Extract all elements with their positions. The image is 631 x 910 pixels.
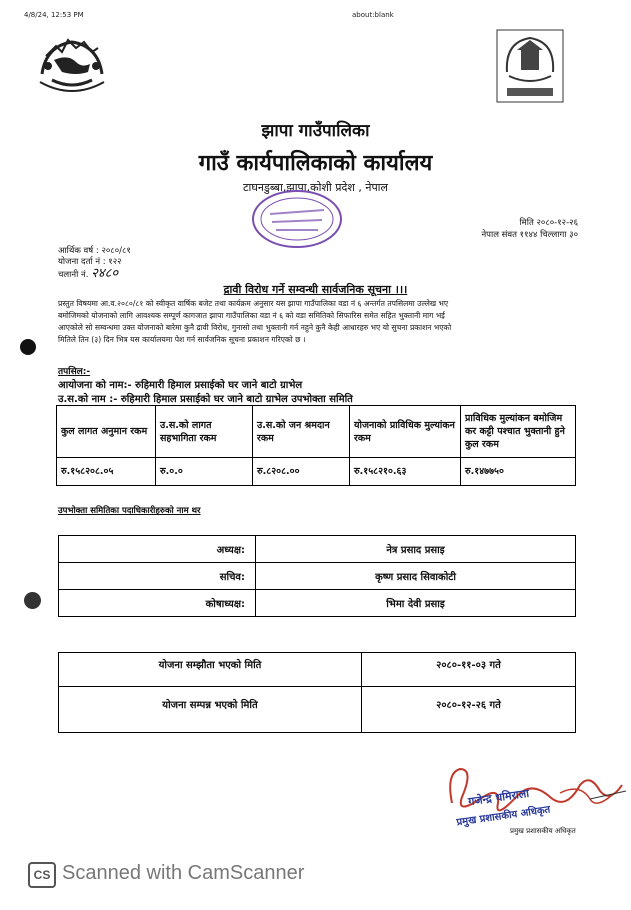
plan-registration: योजना दर्ता नं : १२२	[58, 257, 122, 267]
signature-stamp-name: गजेन्द्र धमिराला	[467, 786, 530, 809]
date-row	[59, 687, 576, 733]
body-line: मितिले तिन (३) दिन भित्र यस कार्यालयमा पेश गर्न सार्वजनिक सूचना प्रकाशन गरिएको छ ।	[58, 335, 306, 344]
date-row	[59, 653, 576, 687]
date-miti: मिति २०८०-१२-२६	[519, 218, 578, 228]
official-role: कोषाध्यक्ष:	[59, 590, 256, 617]
dates-table	[58, 652, 576, 733]
project-name: आयोजना को नाम:- रुहिमारी हिमाल प्रसाईको घर जाने बाटो ग्राभेल	[58, 380, 303, 391]
office-address: टाघनडुब्बा,झापा,कोशी प्रदेश , नेपाल	[243, 181, 388, 194]
date-label: योजना सम्झौता भएको मिति	[59, 653, 362, 687]
dispatch-number-row	[58, 268, 118, 281]
body-line: आएकोले सो सम्वन्धमा उक्त योजनाको बारेमा कुनै द्रावी विरोध, गुनासो तथा भुक्तानी गर्न नहुने कुनै केही आधारहरु भए यो सुचना प्रकाशन भएको	[58, 323, 452, 332]
camscanner-logo: CS	[28, 862, 56, 888]
body-line: बमोजिमको योजनाको लागि आवश्यक सम्पूर्ण कागजात झापा गाउँपालिका वडा नं ६ को वडा समितिको सिफारिस समेत सहित भुक्तानी माग भई	[58, 311, 445, 320]
official-row	[59, 590, 576, 617]
cost-header-payable: प्राविधिक मुल्यांकन बमोजिम कर कट्टी पश्चात भुक्तानी हुने कुल रकम	[461, 406, 576, 458]
cost-value-technical: रु.१५८२१०.६३	[350, 458, 461, 486]
body-line: प्रस्तुत विषयमा आ.व.२०८०/८१ को स्वीकृत वार्षिक बजेट तथा कार्यक्रम अनुसार यस झापा गाउँपालिका वडा नं ६ अन्तर्गत तपसिलमा उल्लेख भए	[58, 299, 449, 308]
date-nepal-sambat: नेपाल संवत ११४४ चिल्लागा ३०	[481, 230, 578, 240]
municipality-title: झापा गाउँपालिका	[261, 121, 370, 141]
cost-header-labour: उ.स.को जन श्रमदान रकम	[253, 406, 350, 458]
signature-role: प्रमुख प्रशासकीय अधिकृत	[510, 827, 576, 835]
date-label: योजना सम्पन्न भएको मिति	[59, 687, 362, 733]
camscanner-text: Scanned with CamScanner	[62, 862, 305, 884]
print-timestamp: 4/8/24, 12:53 PM	[24, 11, 84, 19]
print-url: about:blank	[352, 11, 394, 19]
office-title: गाउँ कार्यपालिकाको कार्यालय	[198, 151, 433, 176]
cost-value-total: रु.१५८२०८.०५	[57, 458, 156, 486]
cost-value-payable: रु.१४७७५०	[461, 458, 576, 486]
nepal-emblem-logo	[32, 26, 112, 98]
cost-table-header-row	[57, 406, 576, 458]
notice-body	[58, 298, 578, 346]
cost-table	[56, 405, 576, 486]
cost-header-technical: योजनाको प्राविधिक मुल्यांकन रकम	[350, 406, 461, 458]
official-role: सचिव:	[59, 563, 256, 590]
notice-title: द्रावी विरोध गर्ने सम्वन्धी सार्वजनिक सूचना ।।।	[223, 283, 408, 296]
cost-header-total: कुल लागत अनुमान रकम	[57, 406, 156, 458]
fiscal-year: आर्थिक वर्ष : २०८०/८१	[58, 246, 131, 256]
cost-value-participation: रु.०.०	[156, 458, 253, 486]
official-row	[59, 563, 576, 590]
cost-value-labour: रु.८२०८.००	[253, 458, 350, 486]
official-name: नेत्र प्रसाद प्रसाइ	[256, 536, 576, 563]
details-heading: तपसिल:-	[58, 367, 91, 377]
cost-table-value-row	[57, 458, 576, 486]
official-role: अध्यक्ष:	[59, 536, 256, 563]
municipality-seal-logo	[495, 28, 565, 104]
dispatch-label: चलानी नं.	[58, 270, 89, 280]
date-value: २०८०-११-०३ गते	[362, 653, 576, 687]
office-stamp-image	[250, 188, 345, 250]
punch-hole	[20, 339, 36, 355]
officials-heading: उपभोक्ता समितिका पदाधिकारीहरुको नाम थर	[58, 506, 201, 516]
punch-hole	[24, 592, 41, 609]
cost-header-participation: उ.स.को लागत सहभागिता रकम	[156, 406, 253, 458]
official-name: कृष्ण प्रसाद सिवाकोटी	[256, 563, 576, 590]
signature-stamp-title: प्रमुख प्रशासकीय अधिकृत	[455, 804, 551, 829]
official-row	[59, 536, 576, 563]
date-value: २०८०-१२-२६ गते	[362, 687, 576, 733]
dispatch-number: २४८०	[91, 266, 119, 281]
committee-name: उ.स.को नाम :- रुहिमारी हिमाल प्रसाईको घर जाने बाटो ग्राभेल उपभोक्ता समिति	[58, 394, 353, 405]
officials-table	[58, 535, 576, 617]
official-name: भिमा देवी प्रसाइ	[256, 590, 576, 617]
